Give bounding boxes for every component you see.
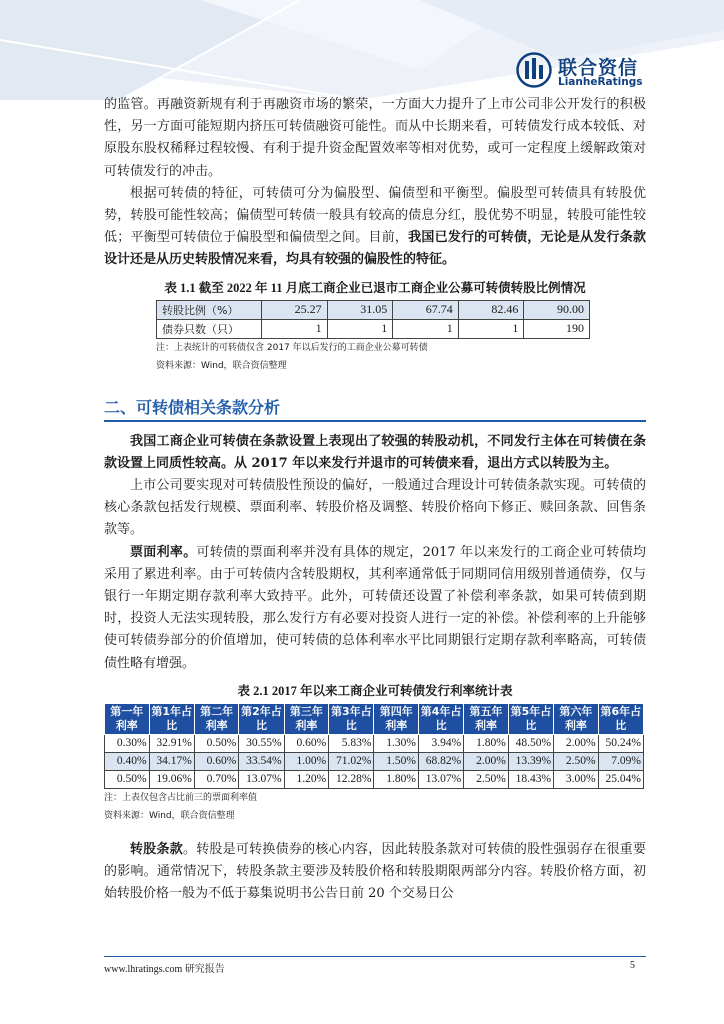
paragraph-1: 的监管。再融资新规有利于再融资市场的繁荣，一方面大力提升了上市公司非公开发行的积极性，另一方面可能短期内挤压可转债融资可能性。而从中长期来看，可转债发行成本较低、对原股东股权稀释过程较慢、有利于提升资金配置效率等相对优势，或可一定程度上缓解政策对可转债发行的冲击。 [104,97,646,179]
table-cell: 0.30% [105,734,150,752]
table-cell: 30.55% [239,734,284,752]
column-header: 第4年占比 [418,703,463,734]
table-cell: 82.46 [458,300,524,319]
paragraph-2-bold: 我国已发行的可转债，无论是从发行条款设计还是从历史转股情况来看，均具有较强的偏股性的特征。 [104,230,646,268]
table-cell: 13.07% [418,770,463,788]
table-cell: 0.50% [105,770,150,788]
table-cell: 48.50% [508,734,553,752]
table-cell: 0.60% [194,752,239,770]
table-cell: 32.91% [149,734,194,752]
table-cell: 2.00% [554,734,599,752]
table-cell: 1.30% [374,734,419,752]
table-cell: 0.70% [194,770,239,788]
table2-note: 注：上表仅包含占比前三的票面利率值 [104,792,258,803]
table1-caption: 表 1.1 截至 2022 年 11 月底工商企业已退市工商企业公募可转债转股比例情况 [164,280,586,295]
table-cell: 2.50% [554,752,599,770]
column-header: 第5年占比 [508,703,553,734]
table-cell: 34.17% [149,752,194,770]
table-row [105,734,644,752]
page-number: 5 [630,960,635,971]
table-cell: 1 [327,319,393,338]
table-cell: 0.60% [284,734,329,752]
table-cell: 1 [393,319,459,338]
table-cell: 12.28% [329,770,374,788]
table-cell: 3.94% [418,734,463,752]
table-cell: 5.83% [329,734,374,752]
table-cell: 3.00% [554,770,599,788]
company-logo [516,50,646,92]
table-cell: 90.00 [524,300,590,319]
paragraph-2 [104,183,646,272]
table1-note: 注：上表统计的可转债仅含 2017 年以后发行的工商企业公募可转债 [156,342,428,353]
paragraph-6-lead: 转股条款 [130,841,183,857]
section-title: 二、可转债相关条款分析 [104,397,281,417]
table-cell: 1.00% [284,752,329,770]
table-cell: 1 [458,319,524,338]
table-cell: 2.50% [464,770,509,788]
table-cell: 13.39% [508,752,553,770]
paragraph-3: 我国工商企业可转债在条款设置上表现出了较强的转股动机，不同发行主体在可转债在条款设置上同质性较高。从 2017 年以来发行并退市的可转债来看，退出方式以转股为主。 [104,433,646,471]
column-header: 第1年占比 [149,703,194,734]
section-divider [104,420,646,422]
lianhe-logo-icon [516,52,552,88]
table-cell: 1.50% [374,752,419,770]
paragraph-6 [104,839,646,906]
table-cell: 1.80% [464,734,509,752]
footer-divider [104,956,646,957]
column-header: 第四年利率 [374,703,419,734]
logo-name-en: LianheRatings [558,76,643,88]
footer-website: www.lhratings.com 研究报告 [104,964,225,975]
table-cell: 7.09% [598,752,643,770]
paragraph-5 [104,542,646,675]
document-body [104,94,646,905]
section-heading [104,393,646,423]
table-cell: 31.05 [327,300,393,319]
table-cell: 1.20% [284,770,329,788]
column-header: 第一年利率 [105,703,150,734]
table-row [105,770,644,788]
column-header: 第六年利率 [554,703,599,734]
table-cell: 0.50% [194,734,239,752]
table-row [105,752,644,770]
table-cell: 2.00% [464,752,509,770]
table-cell: 50.24% [598,734,643,752]
table-row [157,300,590,319]
column-header: 第2年占比 [239,703,284,734]
column-header: 第三年利率 [284,703,329,734]
paragraph-6-text: 。转股是可转换债券的核心内容，因此转股条款对可转债的股性强弱存在很重要的影响。通常情况下，转股条款主要涉及转股价格和转股期限两部分内容。转股价格方面，初始转股价格一般为不低于募集说明书公告日前 20 个交易日公 [104,841,646,902]
table-cell: 68.82% [418,752,463,770]
table-cell: 190 [524,319,590,338]
paragraph-2-text: 根据可转债的特征，可转债可分为偏股型、偏债型和平衡型。偏股型可转债具有转股优势，转股可能性较高；偏债型可转债一般具有较高的债息分红，股优势不明显，转股可能性较低；平衡型可转债位于偏股型和偏债型之间。目前， [104,185,646,246]
table-cell: 19.06% [149,770,194,788]
logo-name-cn: 联合资信 [558,57,639,79]
table-cell: 33.54% [239,752,284,770]
paragraph-5-lead: 票面利率。 [130,544,197,560]
table-cell: 1.80% [374,770,419,788]
paragraph-4: 上市公司要实现对可转债股性预设的偏好，一般通过合理设计可转债条款实现。可转债的核心条款包括发行规模、票面利率、转股价格及调整、转股价格向下修正、赎回条款、回售条款等。 [104,478,646,538]
column-header: 第二年利率 [194,703,239,734]
paragraph-5-text: 可转债的票面利率并没有具体的规定，2017 年以来发行的工商企业可转债均采用了累进利率。由于可转债内含转股期权，其利率通常低于同期同信用级别普通债券，仅与银行一年期定期存款利率大致持平。此外，可转债还设置了补偿利率条款，如果可转债到期时，投资人无法实现转股，那么发行方有必要对投资人进行一定的补偿。补偿利率的上升能够使可转债券部分的价值增加，使可转债的总体利率水平比同期银行定期存款利率略高，可转债债性略有增强。 [104,544,646,671]
table-cell: 18.43% [508,770,553,788]
row-label: 债券只数（只） [157,319,262,338]
table-cell: 1 [262,319,328,338]
coupon-rate-table [104,703,644,789]
table-cell: 67.74 [393,300,459,319]
column-header: 第五年利率 [464,703,509,734]
table-row [157,319,590,338]
row-label: 转股比例（%） [157,300,262,319]
table1-source: 资料来源：Wind，联合资信整理 [156,360,287,371]
column-header: 第6年占比 [598,703,643,734]
table-header-row [105,703,644,734]
table2-source: 资料来源：Wind，联合资信整理 [104,810,235,821]
table-cell: 25.04% [598,770,643,788]
conversion-ratio-table [156,300,590,339]
table-cell: 71.02% [329,752,374,770]
table-cell: 0.40% [105,752,150,770]
column-header: 第3年占比 [329,703,374,734]
table-cell: 25.27 [262,300,328,319]
table-cell: 13.07% [239,770,284,788]
table2-caption: 表 2.1 2017 年以来工商企业可转债发行利率统计表 [237,683,513,698]
